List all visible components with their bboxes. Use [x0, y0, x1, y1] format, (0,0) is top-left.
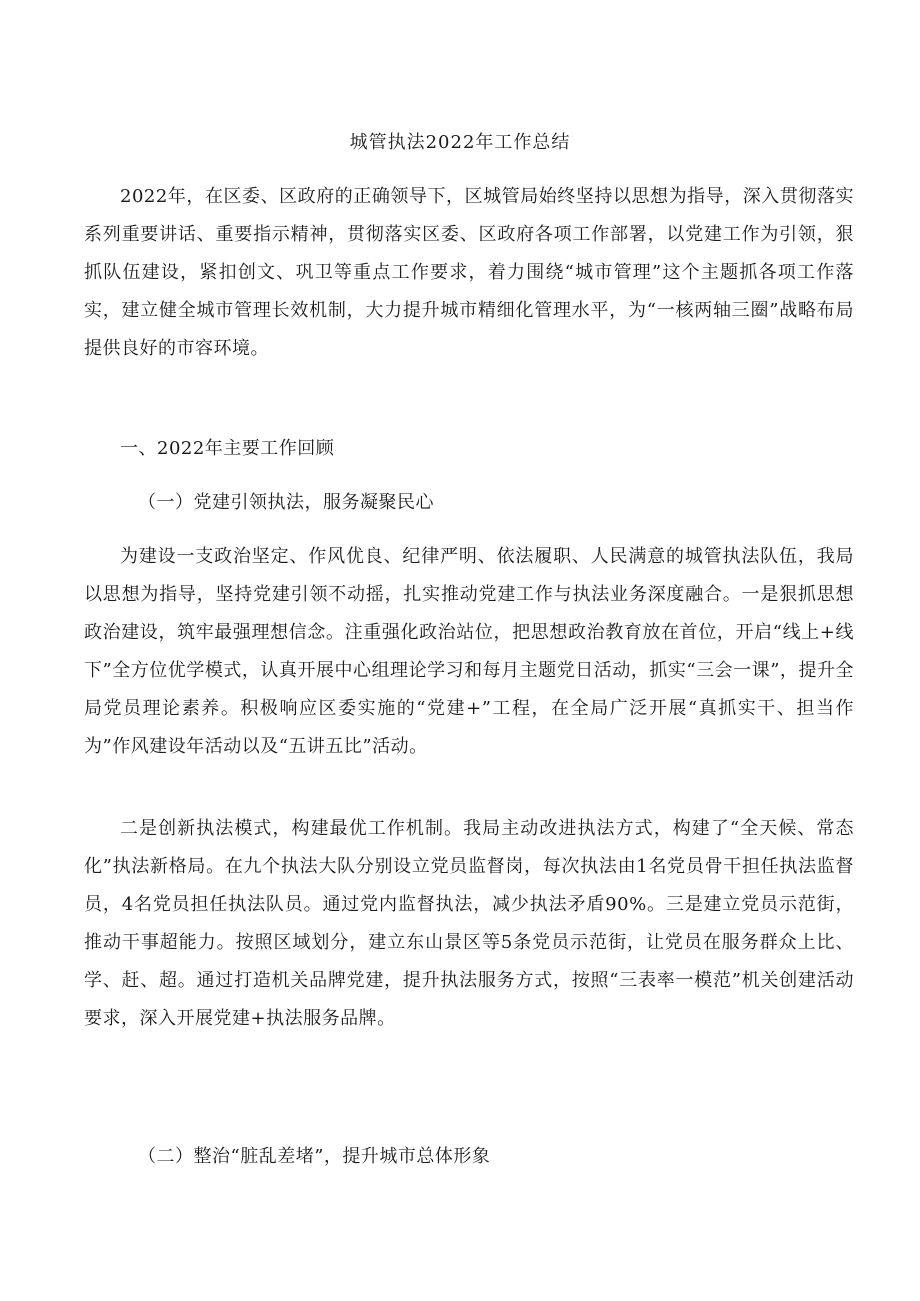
enforcement-model-paragraph: 二是创新执法模式，构建最优工作机制。我局主动改进执法方式，构建了“全天候、常态化”执法新格局。在九个执法大队分别设立党员监督岗，每次执法由1名党员骨干担任执法监督员，4名党员担任执法队员。通过党内监督执法，减少执法矛盾90%。三是建立党员示范街，推动干事超能力。按照区域划分，建立东山景区等5条党员示范街，让党员在服务群众上比、学、赶、超。通过打造机关品牌党建，提升执法服务方式，按照“三表率一模范”机关创建活动要求，深入开展党建+执法服务品牌。 [84, 818, 854, 1029]
document-title: 城管执法2022年工作总结 [349, 132, 571, 153]
subsection-heading-party-building: （一）党建引领执法，服务凝聚民心 [138, 492, 434, 513]
section-heading-review: 一、2022年主要工作回顾 [120, 438, 335, 459]
party-building-paragraph: 为建设一支政治坚定、作风优良、纪律严明、依法履职、人民满意的城管执法队伍，我局以思想为指导，坚持党建引领不动摇，扎实推动党建工作与执法业务深度融合。一是狠抓思想政治建设，筑牢最强理想信念。注重强化政治站位，把思想政治教育放在首位，开启“线上+线下”全方位优学模式，认真开展中心组理论学习和每月主题党日活动，抓实“三会一课”，提升全局党员理论素养。积极响应区委实施的“党建+”工程，在全局广泛开展“真抓实干、担当作为”作风建设年活动以及“五讲五比”活动。 [84, 546, 854, 757]
intro-paragraph: 2022年，在区委、区政府的正确领导下，区城管局始终坚持以思想为指导，深入贯彻落实系列重要讲话、重要指示精神，贯彻落实区委、区政府各项工作部署，以党建工作为引领，狠抓队伍建设，紧扣创文、巩卫等重点工作要求，着力围绕“城市管理”这个主题抓各项工作落实，建立健全城市管理长效机制，大力提升城市精细化管理水平，为“一核两轴三圈”战略布局提供良好的市容环境。 [84, 186, 854, 359]
subsection-heading-city-image: （二）整治“脏乱差堵”，提升城市总体形象 [138, 1146, 491, 1167]
